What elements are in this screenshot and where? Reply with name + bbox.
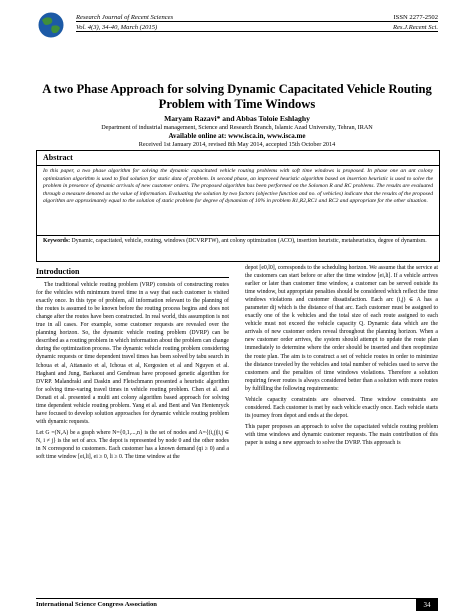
right-paragraph-2: Vehicle capacity constraints are observed. Time window constraints are considered. Each customer is met by each vehicle exactly once. Each vehicle starts its journey from depot and ends at the depot. bbox=[245, 396, 438, 419]
page-footer bbox=[36, 598, 438, 611]
paper-title: A two Phase Approach for solving Dynamic Capacitated Vehicle Routing Problem with Time Windows bbox=[42, 82, 432, 111]
journal-header bbox=[36, 10, 438, 40]
right-paragraph-3: This paper proposes an approach to solve the capacitated vehicle routing problem with time windows and dynamic customer requests. The main contribution of this paper is using a new approach to solve the DVRP. This approach is bbox=[245, 423, 438, 446]
isca-globe-logo-icon bbox=[36, 10, 66, 40]
intro-paragraph-2: Let G =(N,A) be a graph where N={0,1,...,n} is the set of nodes and A={(i,j)|i,j ∈ N, i ≠ j} is the set of arcs. The depot is represented by node 0 and the other nodes in N correspond to customers. Each customer has a known demand (qi ≥ 0) and a soft time window [ei,li], ei ≥ 0, li ≥ 0. The time window at the bbox=[36, 429, 229, 461]
abstract-rule bbox=[37, 165, 439, 166]
right-paragraph-1: depot [e0,l0], corresponds to the scheduling horizon. We assume that the service at the customers can start before or after the time window [ei,li]. If a vehicle arrives earlier or later than customer time window, a customer can be served outside its time window, but appropriate penalties should be considered which reflect the time windows violations and customer dissatisfaction. Each arc (i,j) ∈ A has a parameter dij which is the distance of that arc. Each customer must be assigned to exactly one of the k vehicles and the total size of each route assigned to each vehicle must not exceed the vehicle capacity Q. Dynamic data which are the arrivals of new customer orders reveal throughout the planning horizon. When a new customer order arrives, the system should attempt to update the route plan immediately to determine where the order should be inserted and then reoptimize the route plan. The aim is to construct a set of vehicle routes in order to minimize the distance traveled by the vehicles and total number of vehicles used to serve the customers and the penalties of time windows violations. Therefore a solution requiring fewer routes is always considered better than a solution with more routes by fulfilling the following requirements: bbox=[245, 265, 438, 392]
abstract-text: In this paper, a two phase algorithm for solving the dynamic capacitated vehicle routing problems with soft time windows is proposed. In phase one an ant colony optimization algorithm is used to find solution for static data of problem. In second phase, an improved heuristic algorithm based on insertion heuristic is used to solve the problem in presence of dynamic arrivals of new customer orders. The proposed algorithm has been performed on the Solomon R and RC problems. The results are evaluated through a measure denoted as the value of information. Evaluating the solution by two factors (objective function and no. of vehicles) indicate that the results of the proposed algorithm are approximately equal to the solution of static problem for degree of dynamism of 10% in problem R1,R2,RC1 and RC2 and appropriate for the other situation. bbox=[43, 168, 433, 205]
keywords bbox=[43, 238, 433, 246]
journal-issn: ISSN 2277-2502 bbox=[393, 14, 438, 21]
received-dates: Received 1st January 2014, revised 8th May 2014, accepted 15th October 2014 bbox=[138, 141, 336, 148]
intro-heading: Introduction bbox=[36, 268, 229, 278]
journal-volume: Vol. 4(3), 34-40, March (2015) bbox=[76, 24, 158, 31]
page-number: 34 bbox=[416, 599, 438, 611]
availability-line: Available online at: www.isca.in, www.isca.me bbox=[168, 132, 306, 140]
header-rule-top bbox=[76, 21, 438, 22]
intro-paragraph-1: The traditional vehicle routing problem (VRP) consists of constructing routes for the vehicles with minimum travel time in a way that each customer is visited exactly once. In this type of problem, all information relevant to the planning of the routes is assumed to be known before the routing process begins and does not change after the routes have been constructed. In real world, this assumption is not true in all cases. For example, some customer requests are revealed over the planning horizon. So, the dynamic vehicle routing problem (DVRP) can be described as a routing problem in which information about the problem can change during the optimization process. The dynamic vehicle routing problem considering dynamic requests or time dependent travel times has been solved by tabu search in Ichoua et al, Attanasio et al, Ichoua et al, Kergosien et al and Nguyen et al. Haghani and Jung, Barkaoui and Gendreau have proposed genetic algorithm for DVRP. Malandraki and Daskin and Fleischmann presented a heuristic algorithm for solving time-varing travel times in vehicle routing problem. Chen et al. and Donati et al. presented a multi ant colony algorithm based approach for solving time dependent vehicle routing problem. Yang et al. and Bent and Van Hentenryck have focused to develop solution approaches for dynamic vehicle routing problem with dynamic requests. bbox=[36, 282, 229, 425]
keywords-rule bbox=[37, 235, 439, 236]
left-column bbox=[36, 268, 229, 464]
header-left bbox=[76, 13, 173, 32]
abstract-box bbox=[36, 150, 440, 262]
keywords-text: Dynamic, capacitated, vehicle, routing, windows (DCVRPTW), ant colony optimization (ACO), insertion heuristic, metaheuristics, degree of dynamism. bbox=[71, 238, 427, 244]
journal-name: Research Journal of Recent Sciences bbox=[76, 14, 174, 21]
footer-association: International Science Congress Association bbox=[36, 601, 157, 608]
header-rule-bottom bbox=[76, 31, 438, 32]
paper-authors: Maryam Razavi* and Abbas Toloie Eshlaghy bbox=[164, 114, 310, 123]
right-column bbox=[245, 264, 438, 450]
paper-affiliation: Department of industrial management, Science and Research Branch, Islamic Azad University, Tehran, IRAN bbox=[101, 124, 373, 131]
keywords-label: Keywords: bbox=[43, 238, 71, 244]
journal-short: Res.J.Recent Sci. bbox=[392, 24, 438, 31]
header-right bbox=[393, 13, 438, 32]
abstract-heading: Abstract bbox=[43, 153, 73, 162]
